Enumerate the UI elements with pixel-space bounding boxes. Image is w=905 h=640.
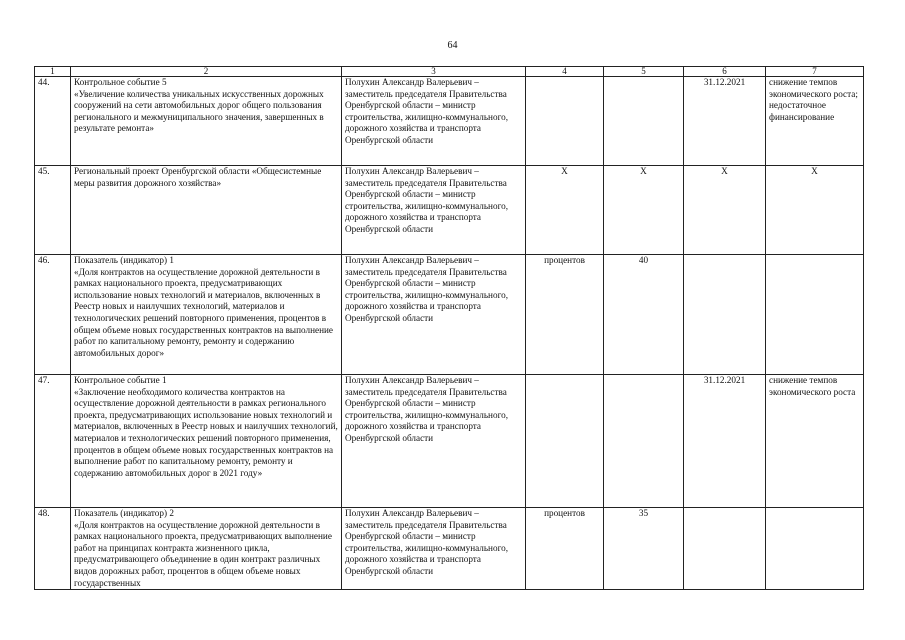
row-risk: снижение темпов экономического роста: [766, 375, 864, 508]
row-responsible: Полухин Александр Валерьевич – заместитель председателя Правительства Оренбургской области – министр строительства, жилищно-коммунального, дорожного хозяйства и транспорта Оренбургской области: [342, 255, 526, 375]
row-responsible: Полухин Александр Валерьевич – заместитель председателя Правительства Оренбургской области – министр строительства, жилищно-коммунального, дорожного хозяйства и транспорта Оренбургской области: [342, 77, 526, 166]
row-description: Показатель (индикатор) 1 «Доля контрактов на осуществление дорожной деятельности в рамках национального проекта, предусматривающих использование новых технологий и материалов, включенных в Реестр новых и наилучших технологий, материалов и технологических решений повторного применения, процентов в общем объеме новых государственных контрактов на выполнение работ по капитальному ремонту, ремонту и содержанию автомобильных дорог»: [71, 255, 342, 375]
row-value: 40: [604, 255, 684, 375]
row-number: 48.: [35, 508, 71, 590]
row-unit: [526, 375, 604, 508]
page-number: 64: [447, 40, 458, 51]
column-header: 1: [35, 67, 71, 77]
row-deadline: [684, 508, 766, 590]
row-unit: процентов: [526, 508, 604, 590]
row-risk: [766, 508, 864, 590]
column-number-row: [35, 67, 864, 77]
plan-table: [34, 66, 864, 590]
column-header: 6: [684, 67, 766, 77]
table-row: [35, 255, 864, 375]
row-value: 35: [604, 508, 684, 590]
table-row: [35, 508, 864, 590]
row-responsible: Полухин Александр Валерьевич – заместитель председателя Правительства Оренбургской области – министр строительства, жилищно-коммунального, дорожного хозяйства и транспорта Оренбургской области: [342, 375, 526, 508]
column-header: 2: [71, 67, 342, 77]
column-header: 7: [766, 67, 864, 77]
table-row: [35, 375, 864, 508]
row-risk: [766, 255, 864, 375]
column-header: 3: [342, 67, 526, 77]
row-description: Региональный проект Оренбургской области «Общесистемные меры развития дорожного хозяйства»: [71, 166, 342, 255]
row-responsible: Полухин Александр Валерьевич – заместитель председателя Правительства Оренбургской области – министр строительства, жилищно-коммунального, дорожного хозяйства и транспорта Оренбургской области: [342, 508, 526, 590]
table-row: [35, 166, 864, 255]
row-responsible: Полухин Александр Валерьевич – заместитель председателя Правительства Оренбургской области – министр строительства, жилищно-коммунального, дорожного хозяйства и транспорта Оренбургской области: [342, 166, 526, 255]
row-deadline: Х: [684, 166, 766, 255]
column-header: 4: [526, 67, 604, 77]
row-number: 47.: [35, 375, 71, 508]
row-unit: Х: [526, 166, 604, 255]
row-risk: снижение темпов экономического роста; недостаточное финансирование: [766, 77, 864, 166]
table-row: [35, 77, 864, 166]
row-number: 44.: [35, 77, 71, 166]
row-description: Показатель (индикатор) 2 «Доля контрактов на осуществление дорожной деятельности в рамках национального проекта, предусматривающих выполнение работ на принципах контракта жизненного цикла, предусматривающего объединение в один контракт различных видов дорожных работ, процентов в общем объеме новых государственных: [71, 508, 342, 590]
row-unit: [526, 77, 604, 166]
row-risk: Х: [766, 166, 864, 255]
row-number: 45.: [35, 166, 71, 255]
row-value: [604, 375, 684, 508]
row-deadline: 31.12.2021: [684, 375, 766, 508]
row-number: 46.: [35, 255, 71, 375]
column-header: 5: [604, 67, 684, 77]
row-description: Контрольное событие 1 «Заключение необходимого количества контрактов на осуществление дорожной деятельности в рамках регионального проекта, предусматривающих использование новых технологий и материалов, включенных в Реестр новых и наилучших технологий, материалов и технологических решений повторного применения, процентов в общем объеме новых государственных контрактов на выполнение работ по капитальному ремонту, ремонту и содержанию автомобильных дорог в 2021 году»: [71, 375, 342, 508]
row-deadline: 31.12.2021: [684, 77, 766, 166]
row-value: [604, 77, 684, 166]
row-value: Х: [604, 166, 684, 255]
row-description: Контрольное событие 5 «Увеличение количества уникальных искусственных дорожных сооружений на сети автомобильных дорог общего пользования регионального и межмуниципального значения, завершенных в результате ремонта»: [71, 77, 342, 166]
row-deadline: [684, 255, 766, 375]
row-unit: процентов: [526, 255, 604, 375]
